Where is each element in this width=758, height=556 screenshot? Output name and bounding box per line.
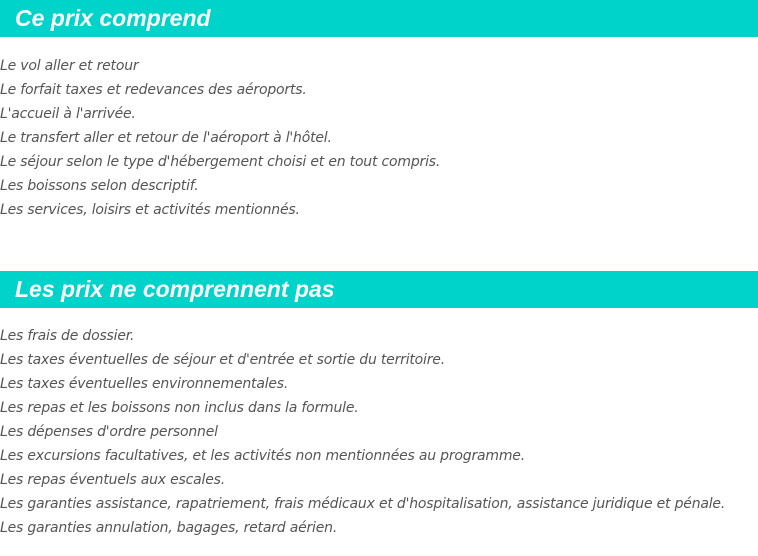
list-item: Les frais de dossier. — [0, 328, 135, 344]
list-item: Les taxes éventuelles environnementales. — [0, 376, 289, 392]
included-heading: Ce prix comprend — [0, 0, 758, 37]
list-item: Les garanties assistance, rapatriement, frais médicaux et d'hospitalisation, assistance juridique et pénale. — [0, 496, 726, 512]
list-item: Le transfert aller et retour de l'aéroport à l'hôtel. — [0, 130, 332, 146]
list-item: Les repas et les boissons non inclus dans la formule. — [0, 400, 359, 416]
list-item: Les repas éventuels aux escales. — [0, 472, 225, 488]
excluded-section — [0, 271, 758, 540]
excluded-list — [0, 324, 758, 540]
list-item: Le séjour selon le type d'hébergement choisi et en tout compris. — [0, 154, 441, 170]
list-item: Le vol aller et retour — [0, 58, 139, 74]
list-item: Les services, loisirs et activités mentionnés. — [0, 202, 300, 218]
list-item: Les boissons selon descriptif. — [0, 178, 199, 194]
list-item: Les garanties annulation, bagages, retard aérien. — [0, 520, 338, 536]
list-item: Les taxes éventuelles de séjour et d'entrée et sortie du territoire. — [0, 352, 445, 368]
list-item: Les dépenses d'ordre personnel — [0, 424, 218, 440]
list-item: Le forfait taxes et redevances des aéroports. — [0, 82, 307, 98]
included-list — [0, 54, 758, 222]
included-section — [0, 0, 758, 222]
excluded-heading: Les prix ne comprennent pas — [0, 271, 758, 308]
list-item: Les excursions facultatives, et les activités non mentionnées au programme. — [0, 448, 525, 464]
list-item: L'accueil à l'arrivée. — [0, 106, 136, 122]
